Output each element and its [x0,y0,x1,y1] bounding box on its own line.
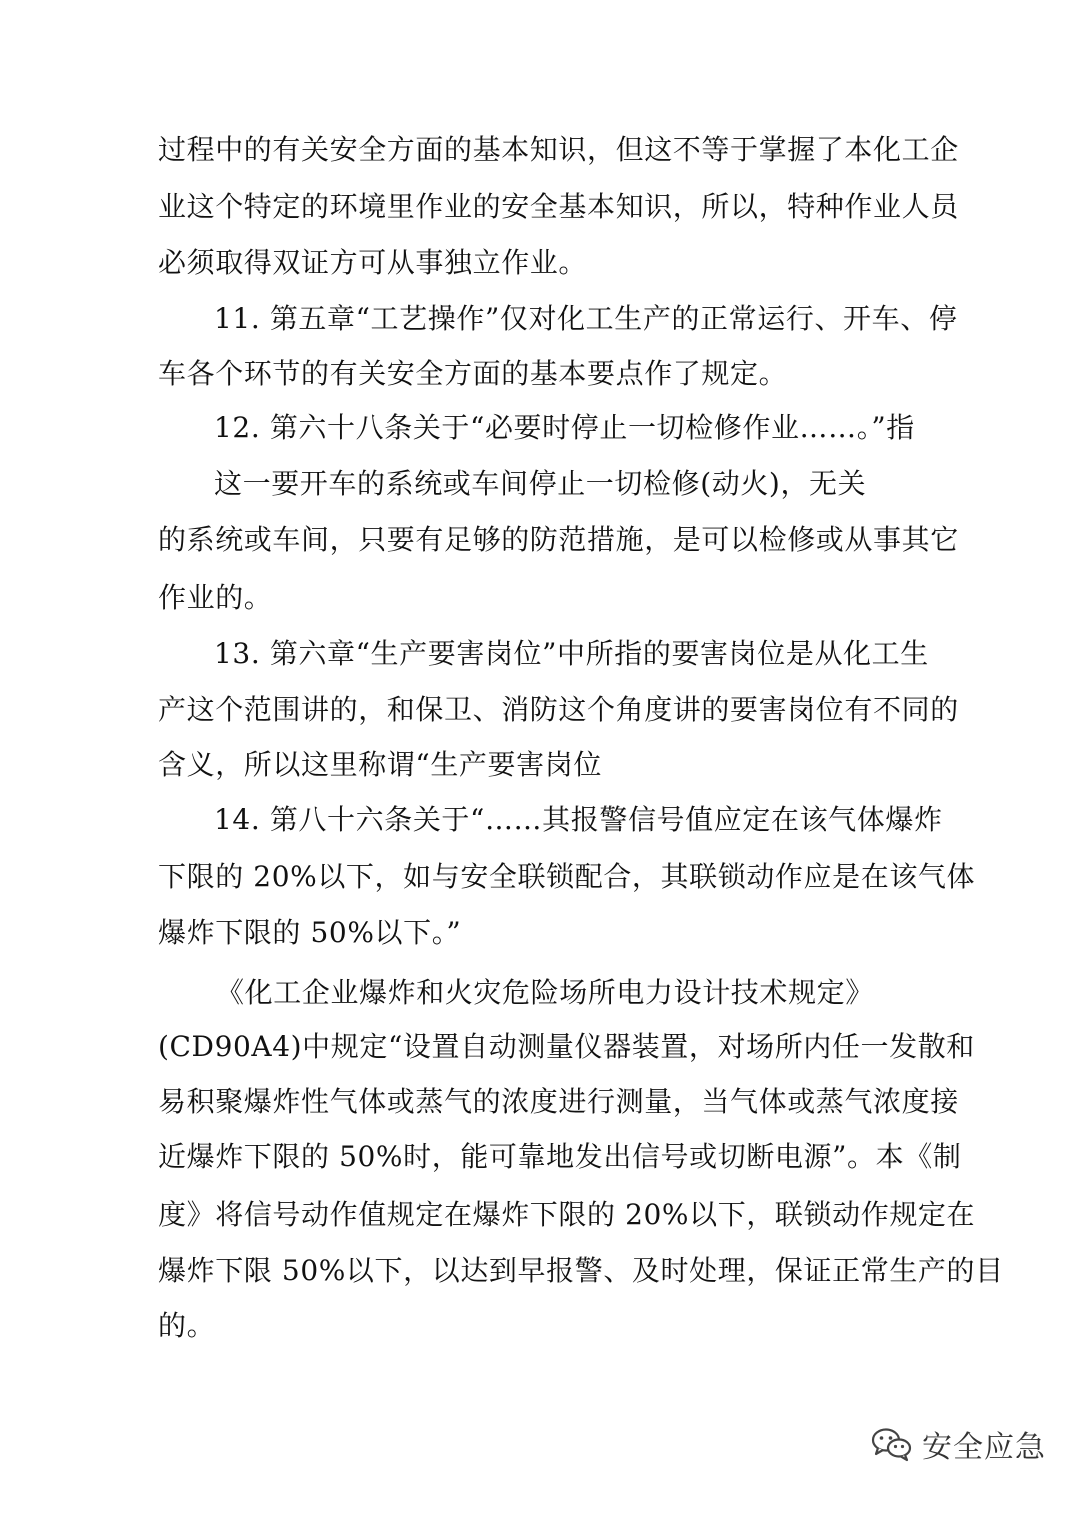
text-line: 的。 [158,1309,216,1342]
text-line: 业这个特定的环境里作业的安全基本知识，所以，特种作业人员 [158,190,959,223]
text-line: 《化工企业爆炸和火灾危险场所电力设计技术规定》 [216,976,874,1009]
watermark [870,1424,1046,1464]
text-line: 过程中的有关安全方面的基本知识，但这不等于掌握了本化工企 [158,133,959,166]
text-line: 爆炸下限 50%以下，以达到早报警、及时处理，保证正常生产的目 [158,1254,1004,1287]
text-line: 这一要开车的系统或车间停止一切检修(动火)，无关 [214,467,867,500]
watermark-text: 安全应急 [922,1430,1046,1465]
text-line: 14. 第八十六条关于“……其报警信号值应定在该气体爆炸 [214,803,943,836]
text-line: 车各个环节的有关安全方面的基本要点作了规定。 [158,357,788,390]
text-line: 产这个范围讲的，和保卫、消防这个角度讲的要害岗位有不同的 [158,693,959,726]
text-line: 下限的 20%以下，如与安全联锁配合，其联锁动作应是在该气体 [158,860,976,893]
text-line: 必须取得双证方可从事独立作业。 [158,246,588,279]
text-line: (CD90A4)中规定“设置自动测量仪器装置，对场所内任一发散和 [158,1030,975,1063]
text-line: 度》将信号动作值规定在爆炸下限的 20%以下，联锁动作规定在 [158,1198,976,1231]
text-line: 11. 第五章“工艺操作”仅对化工生产的正常运行、开车、停 [214,302,958,335]
text-line: 爆炸下限的 50%以下。” [158,916,462,949]
text-line: 的系统或车间，只要有足够的防范措施，是可以检修或从事其它 [158,523,959,556]
text-line: 13. 第六章“生产要害岗位”中所指的要害岗位是从化工生 [214,637,929,670]
text-line: 易积聚爆炸性气体或蒸气的浓度进行测量，当气体或蒸气浓度接 [158,1085,959,1118]
text-line: 作业的。 [158,581,273,614]
text-line: 含义，所以这里称谓“生产要害岗位 [158,748,602,781]
text-line: 12. 第六十八条关于“必要时停止一切检修作业……。”指 [214,411,915,444]
text-line: 近爆炸下限的 50%时，能可靠地发出信号或切断电源”。本《制 [158,1140,962,1173]
wechat-icon [870,1426,914,1462]
